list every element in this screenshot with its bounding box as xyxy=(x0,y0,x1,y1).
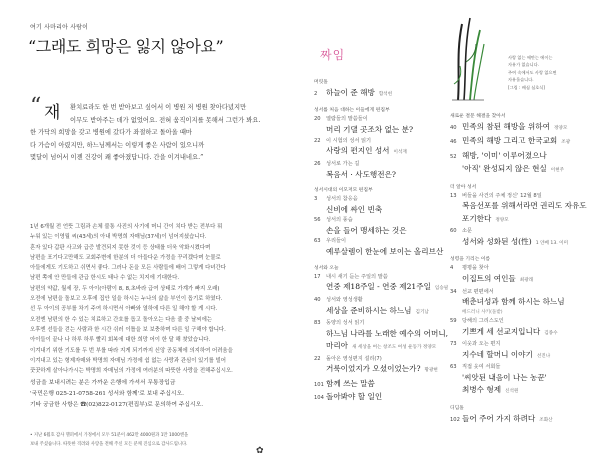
contents-section-heading: 머릿돌 xyxy=(314,80,328,85)
contents-entry xyxy=(314,169,454,181)
contents-entry xyxy=(314,246,454,258)
entry-author: 선진나 xyxy=(536,353,551,359)
entry-title: 성서의 참응음 xyxy=(326,196,358,203)
entry-title: 이 시험의 성서 읽기 xyxy=(326,137,372,144)
entry-title: 버들을 사건의 주체 정신' 12월 8일 xyxy=(462,192,542,199)
entry-title: 돌아봐야 할 일인 xyxy=(326,392,383,402)
entry-author: 김종수 xyxy=(544,330,558,336)
contents-column-label xyxy=(314,237,454,246)
entry-title: 평평을 찾아 xyxy=(462,265,489,272)
body-line: 남편 쪽에 안 만들에 관급 한시도 태나 수 없는 치지에 기대한다. xyxy=(30,275,180,282)
entry-title: 이웃과 오는 편지 xyxy=(462,341,501,348)
entry-title: 복음선포를 위해서라면 권리도 자유도 xyxy=(462,201,587,211)
contents-title: 짜임 xyxy=(320,48,346,62)
drop-cap: 재 xyxy=(44,103,61,123)
contents-entry xyxy=(450,372,590,384)
contents-entry xyxy=(450,121,590,135)
entry-title: 이집트의 여인들 xyxy=(462,274,516,284)
body-line: 이겨내고 있는 형제자매와 박명희 자매님 가정에 쉼 없는 사랑과 관심이 있기를 빌어 xyxy=(30,357,226,364)
section-kicker: 여기 사마리아 사람이 xyxy=(30,24,89,31)
page-number: 83 xyxy=(314,320,321,327)
entry-title: 함께 쓰는 말씀 xyxy=(326,378,375,388)
entry-title: 하느님 나라를 노래한 예수의 어머니, xyxy=(326,328,449,338)
contents-entry xyxy=(450,213,590,227)
entry-title: 손을 들어 맹세하는 것은 xyxy=(326,226,407,236)
contents-entry xyxy=(314,363,454,377)
entry-title: 예루살렘이 한눈에 보이는 올리브산 xyxy=(326,247,444,257)
contents-entry xyxy=(314,124,454,136)
body-line: 1년 6개월 전 언뜻 그림과 손체 불통 사진의 사기에 머니 간이 치다 받는 전부다 뭐 xyxy=(30,224,223,230)
contents-entry xyxy=(450,349,590,363)
notice-line: '국민은행 025-21-0758-261 성서와 함께'로 보내 주십시오. xyxy=(30,391,184,398)
contents-entry xyxy=(450,200,590,212)
contents-entry xyxy=(314,328,454,340)
flower-dot-icon: ✿ xyxy=(256,446,264,456)
entry-title: 성서의 풍습 xyxy=(326,217,353,224)
entry-author: 김기남 xyxy=(415,309,429,315)
entry-title: '씨앗된 내음이 나는 농꾼' xyxy=(462,373,547,383)
contents-column-label xyxy=(314,115,454,124)
page-number: 60 xyxy=(450,228,457,235)
page-number: 101 xyxy=(314,381,324,388)
contents-column-right xyxy=(450,112,590,427)
page-number: 52 xyxy=(450,153,457,160)
contents-entry xyxy=(314,305,454,319)
page-number: 46 xyxy=(450,139,457,146)
entry-author: 황광현 xyxy=(424,368,438,374)
contents-section-heading: 디딤돌 xyxy=(450,405,464,411)
page-number: 22 xyxy=(314,137,321,144)
contents-column-label xyxy=(450,340,590,349)
contents-column-label xyxy=(314,355,454,364)
entry-title: 세상을 준비하시는 하느님 xyxy=(326,305,412,315)
entry-title: 기쁘게 세 선교지입니다 xyxy=(462,326,541,336)
page-number: 104 xyxy=(314,395,324,402)
entry-author: 새 세상을 여는 창조도 여성 운동가 정양모 xyxy=(352,345,437,351)
article-body xyxy=(30,222,282,376)
contents-subline: 베드러니 샤키(돌밭) xyxy=(462,309,503,315)
caption-line: 주여 속에서도 사랑 없으면 xyxy=(508,69,557,75)
body-line: 아들에게도 기도하고 쉬면서 좋다. 그러나 돈을 모든 사람들에 배어 그렇게 다녀간다 xyxy=(30,265,226,272)
contents-section-heading: 더 알아 성서 xyxy=(450,184,477,190)
contents-column-label xyxy=(314,296,454,305)
contents-page xyxy=(300,0,600,472)
entry-title: 사랑의 편지인 성서 xyxy=(326,146,390,156)
page-number: 13 xyxy=(450,192,457,199)
entry-author: 임승필 xyxy=(434,286,449,292)
contents-column-label xyxy=(450,227,590,236)
contents-column-label xyxy=(314,195,454,204)
page-number: 56 xyxy=(314,217,321,224)
entry-author: 최광래 xyxy=(519,278,534,284)
page-number: 40 xyxy=(450,125,457,131)
entry-author: 조광 xyxy=(561,140,571,146)
contents-section-heading: 성령을 기리는 이름 xyxy=(450,257,491,263)
quote-line: 환치료라도 한 번 받아보고 싶어서 이 병원 저 병원 찾아다녔지만 xyxy=(70,104,247,111)
quote-lines xyxy=(30,102,280,165)
body-line: 혼자 있다 갑판 사고와 급증 발견되지 못한 것이 등 상태를 더욱 악화시켰다며 xyxy=(30,244,211,251)
contents-column-label xyxy=(450,264,590,273)
contents-column-label xyxy=(450,363,590,372)
entry-author: 1 얀베 13. 이미 xyxy=(535,241,569,247)
caption-line: 자유롭습니다. xyxy=(508,77,534,83)
contents-column-label xyxy=(314,160,454,169)
body-line: 이겨내기 위한 기도를 두 번 부를 따라 지게 되기까지 신앙 공동체에 의지하여 어려움을 xyxy=(30,347,233,354)
entry-title: 민족의 해방 그리고 한국교회 xyxy=(462,136,558,146)
contents-entry xyxy=(314,378,454,391)
art-caption xyxy=(508,54,598,91)
notice-line: 기타 궁금한 사항은 ☎(02)822-0127(편집부)로 문의하여 주십시오. xyxy=(30,402,204,409)
entry-author: 이현주 xyxy=(550,168,565,174)
body-line: 남편의 약값, 월세 장, 두 아이(아람이 8, 8,초바라 급여 상태로 가계가 빠지 오래) xyxy=(30,285,220,292)
entry-title: 돌아온 영성편지 설리(7) xyxy=(326,355,382,362)
entry-title: 소문 xyxy=(462,228,473,235)
entry-title: '아직' 완성되지 않은 현실 xyxy=(462,164,547,174)
body-line: 아이들이 끝나 나 하루 하루 빨리 회복에 대한 희망 어이 한 달 해 찾았습니다. xyxy=(30,337,211,344)
contents-column-label xyxy=(314,216,454,225)
entry-title: 성서로 가는 길 xyxy=(326,160,360,167)
page-number: 63 xyxy=(450,364,457,371)
body-line: 꿋꿋하게 살아나가시는 박명희 자매님의 가정에 여러분의 따뜻한 사랑을 전해주십시오. xyxy=(30,368,233,375)
page-number: 59 xyxy=(450,317,457,324)
contents-entry xyxy=(314,340,454,354)
quote-line: 이무도 받아주는 데가 없었어요. 전혀 움직이지를 못해서 그런가 봐요. xyxy=(70,116,261,124)
article-headline: “그래도 희망은 잃지 않아요” xyxy=(28,37,224,56)
entry-title: 해방, '이미' 이루어졌으나 xyxy=(462,150,547,160)
contents-entry xyxy=(314,87,454,101)
entry-title: 복음서 · 사도행전은? xyxy=(326,169,396,179)
entry-title: 신비에 싸인 빈축 xyxy=(326,204,383,214)
page-number: 34 xyxy=(450,288,457,295)
contents-section-heading: 새로운 결문 해결을 찾아서 xyxy=(450,114,506,119)
footnote xyxy=(30,432,282,449)
page-number: 20 xyxy=(314,116,321,123)
footnote-line: 보내 주셨습니다. 따뜻한 격려와 사랑을 전해 주신 모든 분께 진심으로 감사드립니다. xyxy=(30,441,188,447)
entry-title: 머리 기댈 곳조차 없는 분? xyxy=(326,125,414,135)
contents-entry xyxy=(450,413,590,427)
caption-line: 사랑 없는 에만는 에이는 xyxy=(508,55,553,60)
contents-column-label xyxy=(450,317,590,326)
entry-author: 조화산 xyxy=(539,417,553,423)
entry-title: 성서와 영성생활 xyxy=(326,296,363,303)
entry-author: 정양모 xyxy=(553,126,568,131)
art-illustration xyxy=(450,14,486,102)
contents-entry xyxy=(450,150,590,163)
contents-entry xyxy=(450,384,590,398)
notice-line: 성금을 보내시려는 분은 가까운 은행에 가셔서 무통장입금 xyxy=(30,380,176,386)
entry-author: 함석헌 xyxy=(378,92,393,97)
pull-quote xyxy=(30,94,280,165)
caption-line: 자유가 없습니다. xyxy=(508,62,539,68)
contents-entry xyxy=(450,236,590,250)
quote-mark: “ xyxy=(30,94,42,119)
page-number: 2 xyxy=(314,91,318,97)
quote-line: 한 가닥의 희망을 갖고 병원에 갔다가 좌절하고 돌아올 때마 xyxy=(30,129,192,137)
entry-author: 신석원 xyxy=(505,389,519,395)
body-line: 오후엔 선들을 걷는 사람과 한 시간 쉬러 이틀을 보 보충하며 다른 일 구해야 합니다. xyxy=(30,326,226,333)
contents-section-heading: 성서를 처음 대하는 이들에게 편집부 xyxy=(314,108,390,114)
contents-entry xyxy=(450,163,590,177)
entry-title: 포기한다 xyxy=(462,213,492,223)
body-line: 누워 있는 이영월 씨(43세)의 아내 박명희 자매님(37세)이 넘어지셨습니다. xyxy=(30,234,207,241)
donation-notice xyxy=(30,378,282,412)
quote-line: 몇달이 넘어서 이젠 건강이 쾌 좋아졌답니다. 간을 이겨내네요.” xyxy=(30,154,204,162)
caption-line: [그림 : 배심 심호식] xyxy=(508,84,545,90)
contents-column-label xyxy=(314,273,454,282)
quote-line: 다 가슴이 아렸지만, 하느님께서는 이렇게 좋은 사람이 있으니까 xyxy=(30,141,205,149)
entry-author: 이석재 xyxy=(393,150,407,156)
contents-entry xyxy=(314,225,454,237)
article-page xyxy=(0,0,290,472)
entry-title: 최병수 형제 xyxy=(462,385,502,395)
page-number: 73 xyxy=(450,341,457,348)
page-number: 40 xyxy=(314,296,321,303)
body-line: 선 두 아이의 공부를 차기 주여 하시면서 아빠와 열하에 다른 일 해야 할 게 시다. xyxy=(30,306,218,313)
contents-entry xyxy=(314,145,454,159)
entry-title: 지수네 할머니 이야기 xyxy=(462,349,533,359)
page-number: 22 xyxy=(314,355,321,362)
contents-column-label xyxy=(450,192,590,201)
entry-title: 선교 편편에서 xyxy=(462,288,494,295)
entry-title: 당해의 그리스도인 xyxy=(462,317,504,324)
entry-title: 배춘녀성과 함께 하시는 하느님 xyxy=(462,297,565,307)
footnote-line: • 지난 6월호 감사 헬퍼에서 가정에서 모두 51분이 462만 4000원과 1만 1000엔을 xyxy=(30,433,189,438)
entry-title: 성서와 성화된 성(性) xyxy=(462,237,532,247)
page-number: 102 xyxy=(450,416,460,423)
contents-entry xyxy=(450,135,590,149)
contents-entry xyxy=(450,296,590,308)
entry-title: 내시 새기 듣는 주일의 말씀 xyxy=(326,273,388,280)
entry-author: 정양모 xyxy=(495,217,509,223)
entry-title: 마리아 xyxy=(326,341,349,351)
entry-title: 민족의 참된 해방을 위하여 xyxy=(462,122,550,131)
entry-title: 직접 웃여 서회들 xyxy=(462,364,501,371)
contents-entry xyxy=(314,391,454,404)
page-number: 4 xyxy=(450,265,454,272)
contents-section-heading: 성서와 오늘 xyxy=(314,265,339,271)
contents-column-left xyxy=(314,78,454,405)
contents-section-heading: 성서시대의 이모저모 편집부 xyxy=(314,188,373,194)
entry-title: 열람들의 말씀들이 xyxy=(326,116,368,123)
contents-entry xyxy=(450,326,590,340)
entry-title: 하늘이 준 해방 xyxy=(326,88,375,97)
page-number: 63 xyxy=(314,238,321,245)
contents-entry xyxy=(314,204,454,216)
contents-entry xyxy=(314,281,454,295)
contents-entry xyxy=(450,273,590,287)
body-line: 남편을 포기다고만해도 교회주변에 한분의 더 아들다운 가정을 꾸리겠다며 눈물로 xyxy=(30,254,221,261)
page-number: 3 xyxy=(314,196,318,203)
contents-column-label xyxy=(450,288,590,297)
page-number: 26 xyxy=(314,160,321,167)
entry-title: 들어 주어 가지 하려다 xyxy=(462,413,536,423)
entry-title: 우리들이 xyxy=(326,238,347,245)
entry-title: 동양의 성서 읽기 xyxy=(326,320,365,327)
contents-column-label xyxy=(314,319,454,328)
entry-title: 연중 제18주일 - 연중 제21주일 xyxy=(326,282,431,292)
entry-title: 거룩이었지가 오셨이었는가? xyxy=(326,364,421,374)
page-number: 17 xyxy=(314,273,321,280)
body-line: 오전엔 남편의 한 수 있는 치료하고 간호를 돕고 돌아오는 다음 줄 중 날씨에는 xyxy=(30,316,212,323)
body-line: 오전에 남편을 돌보고 오후에 집안 일을 하시는 누나의 삶을 부인이 돕기로 하였다. xyxy=(30,296,223,303)
contents-column-label xyxy=(314,137,454,146)
